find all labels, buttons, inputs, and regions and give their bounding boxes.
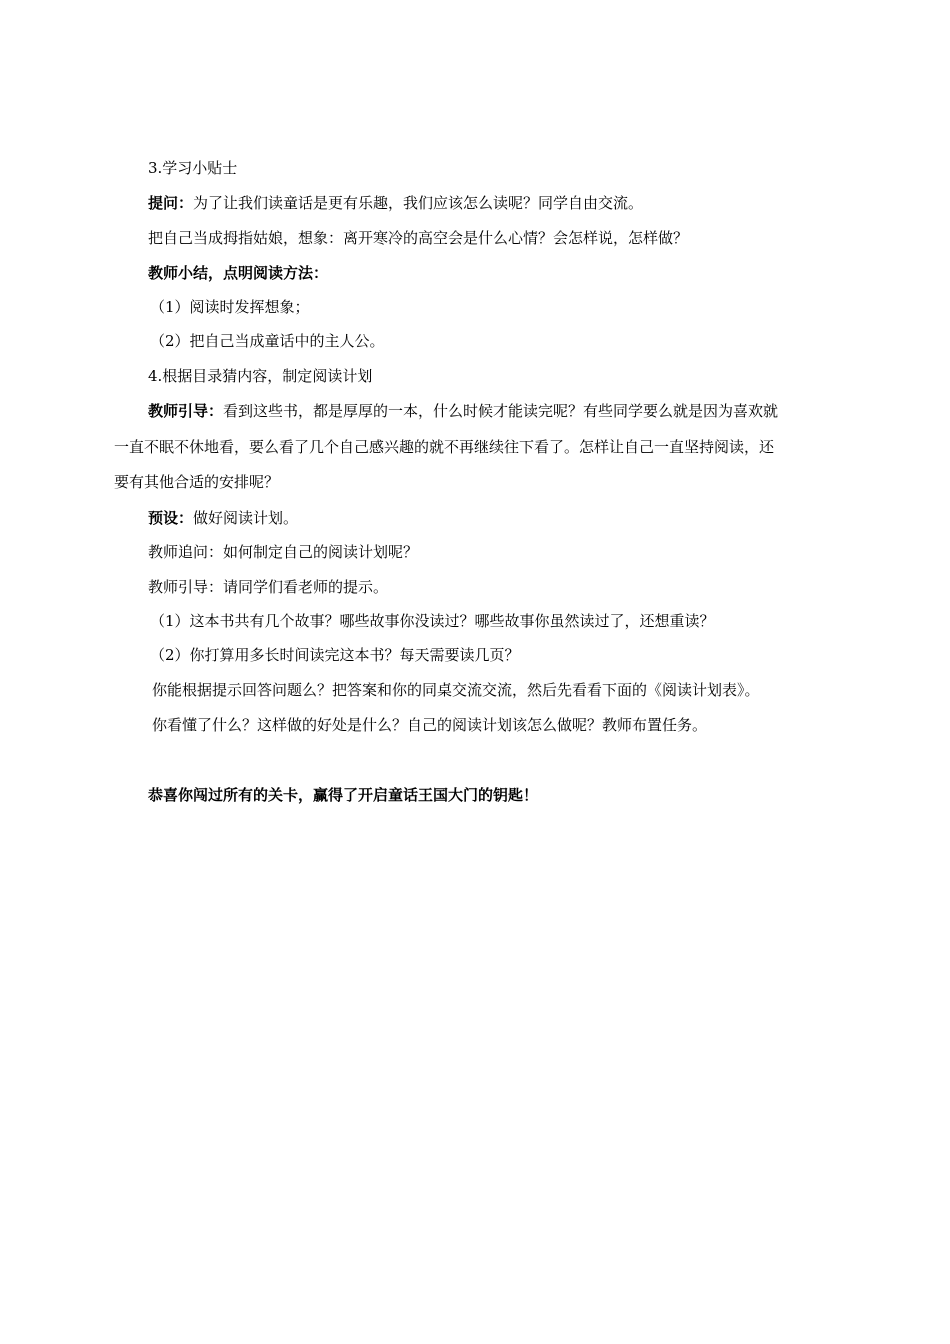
preset-text: 做好阅读计划。	[193, 509, 299, 527]
question-paragraph	[148, 193, 643, 213]
answer-paragraph: 你能根据提示回答问题么？把答案和你的同桌交流交流，然后先看看下面的《阅读计划表》。	[152, 681, 760, 699]
guide-paragraph-line-1	[148, 401, 778, 421]
section-3-heading: 3.学习小贴士	[148, 159, 238, 177]
guide-text-1: 看到这些书，都是厚厚的一本，什么时候才能读完呢？有些同学要么就是因为喜欢就	[223, 402, 779, 420]
understand-paragraph: 你看懂了什么？这样做的好处是什么？自己的阅读计划该怎么做呢？教师布置任务。	[152, 716, 708, 734]
imagine-paragraph: 把自己当成拇指姑娘，想象：离开寒冷的高空会是什么心情？会怎样说，怎样做？	[148, 229, 689, 247]
guide2-paragraph: 教师引导：请同学们看老师的提示。	[148, 578, 389, 596]
hint-item-1: （1）这本书共有几个故事？哪些故事你没读过？哪些故事你虽然读过了，还想重读？	[150, 612, 715, 630]
preset-paragraph	[148, 508, 298, 528]
congrats-paragraph: 恭喜你闯过所有的关卡，赢得了开启童话王国大门的钥匙！	[148, 786, 539, 804]
preset-label: 预设：	[148, 509, 194, 527]
guide-label: 教师引导：	[148, 402, 224, 420]
guide-paragraph-line-3: 要有其他合适的安排呢？	[114, 473, 280, 491]
question-text: 为了让我们读童话是更有乐趣，我们应该怎么读呢？同学自由交流。	[193, 194, 644, 212]
guide-paragraph-line-2: 一直不眠不休地看，要么看了几个自己感兴趣的就不再继续往下看了。怎样让自己一直坚持阅读，还	[114, 438, 775, 456]
summary-heading: 教师小结，点明阅读方法：	[148, 264, 329, 282]
hint-item-2: （2）你打算用多长时间读完这本书？每天需要读几页？	[150, 646, 520, 664]
method-item-2: （2）把自己当成童话中的主人公。	[150, 332, 385, 350]
section-4-heading: 4.根据目录猜内容，制定阅读计划	[148, 367, 373, 385]
question-label: 提问：	[148, 194, 194, 212]
followup-paragraph: 教师追问：如何制定自己的阅读计划呢？	[148, 543, 419, 561]
method-item-1: （1）阅读时发挥想象；	[150, 298, 310, 316]
